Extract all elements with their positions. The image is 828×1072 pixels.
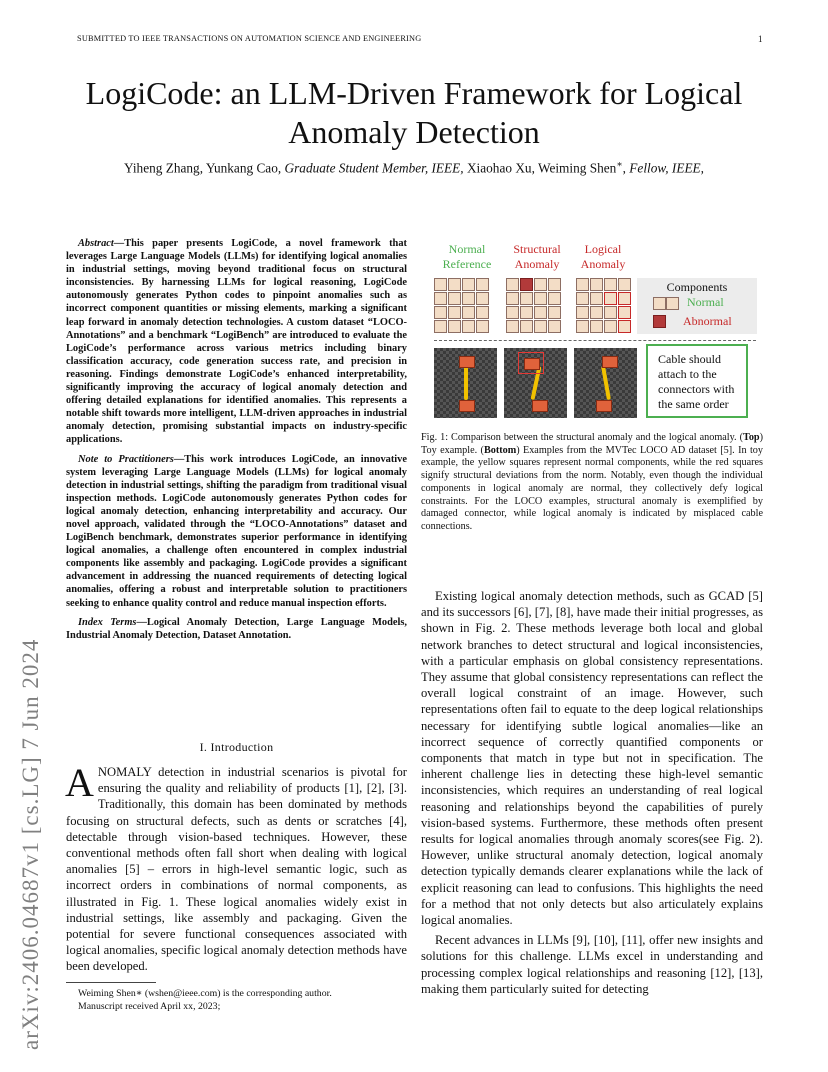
photo-logical [574, 348, 637, 418]
caption-bold-bottom: Bottom [483, 444, 517, 456]
abstract-block [66, 237, 407, 648]
component-square [548, 278, 561, 291]
figure-divider [434, 340, 756, 341]
legend-abnormal-label: Abnormal [683, 314, 732, 328]
intro-lead: NOMALY [97, 765, 152, 779]
arxiv-stamp: arXiv:2406.04687v1 [cs.LG] 7 Jun 2024 [18, 638, 43, 1050]
component-square [618, 306, 631, 319]
section-heading: I. Introduction [199, 740, 274, 754]
component-square [520, 278, 533, 291]
footnote-rule [66, 982, 156, 983]
component-square [576, 292, 589, 305]
connector-top [602, 356, 618, 368]
component-square [434, 278, 447, 291]
component-square [604, 278, 617, 291]
caption-text: Comparison between the structural anomaly and the logical anomaly. ( [451, 432, 743, 443]
photo-normal [434, 348, 497, 418]
component-square [434, 320, 447, 333]
abstract-text: —This paper presents LogiCode, a novel framework that leverages Large Language Models (LLMs) for identifying logical anomalies in industrial settings, moving beyond traditional focus on structural inconsistencies. By harnessing LLMs for logical reasoning, LogiCode autonomously generates Python codes to pinpoint anomalies such as incorrect component quantities or missing elements, marking a significant leap forward in anomaly detection technologies. A custom dataset “LOCO-Annotations” and a benchmark “LogiBench” are introduced to evaluate the LogiCode’s performance across various metrics including binary classification accuracy, code generation success rate, and precision in reasoning. Findings demonstrate LogiCode’s enhanced interpretability, significantly improving the accuracy of logical anomaly detection and offering detailed explanations for identified anomalies. This represents a notable shift towards more intelligent, LLM-driven approaches in industrial anomaly detection, promising substantial impacts on industry-specific applications. [66, 238, 407, 446]
component-square [590, 306, 603, 319]
legend-normal-label: Normal [687, 295, 724, 309]
paper-title: LogiCode: an LLM-Driven Framework for Logical Anomaly Detection [85, 75, 743, 150]
component-square [548, 320, 561, 333]
cable [601, 366, 611, 400]
legend-normal-swatch [666, 297, 679, 310]
label-normal-reference: Normal Reference [442, 242, 492, 271]
component-square [434, 292, 447, 305]
label-structural-anomaly: Structural Anomaly [513, 242, 561, 271]
component-square [576, 306, 589, 319]
authors-comma: , [622, 160, 630, 176]
component-square [548, 292, 561, 305]
component-square [576, 320, 589, 333]
component-square [590, 320, 603, 333]
legend-title: Components [666, 280, 728, 294]
author-list [60, 159, 768, 176]
legend-normal-swatch [653, 297, 666, 310]
component-square [534, 292, 547, 305]
caption-text: ) Toy example. ( [421, 432, 763, 456]
label-logical-anomaly: Logical Anomaly [580, 242, 626, 271]
page-number: 1 [758, 34, 763, 44]
footnote-line-2: Manuscript received April xx, 2023; [78, 1000, 221, 1012]
component-square [476, 306, 489, 319]
component-square [618, 320, 631, 333]
component-square [506, 320, 519, 333]
intro-text: detection in industrial scenarios is pivotal for ensuring the quality and reliability of products [1], [2], [3]. Traditionally, this domain has been dominated by methods focusing on structural defects, such as dents or scratches [4], detectable through vision-based techniques. However, these conventional methods often fall short when dealing with logical anomalies [5] – errors in high-level semantic logic, such as incorrect orders in combinations of normal components, as illustrated in Fig. 1. These logical anomalies widely exist in industrial settings, like assembly and packaging. Given the potential for severe functional consequences associated with logical anomalies, specific logical anomaly detection methods have been developed. [66, 765, 407, 974]
intro-paragraph [65, 760, 407, 975]
component-square [534, 320, 547, 333]
component-square [534, 306, 547, 319]
abstract [66, 237, 407, 447]
component-square [476, 278, 489, 291]
photo-structural [504, 348, 567, 418]
connector-bottom [459, 400, 475, 412]
caption-label: Fig. 1: [421, 432, 452, 443]
authors-part-2: Xiaohao Xu, Weiming Shen [463, 160, 617, 176]
right-column-body [421, 588, 763, 1001]
component-square [476, 292, 489, 305]
note-to-practitioners [66, 453, 407, 610]
component-square [520, 306, 533, 319]
component-square [604, 306, 617, 319]
body-paragraph: Existing logical anomaly detection methods, such as GCAD [5] and its successors [6], [7], [8], have made their initial progresses, as shown in Fig. 2. These methods leverage both local and global network branches to detect structural and logical inconsistencies, with a particular emphasis on global consistency representations. They assume that global consistency representations can reflect the overall logical constraint of an image. However, such representations often fail to equate to the deep logical relationships necessary for identifying subtle logical anomalies—like an incorrect sequence of correctly quantified components or components that match in type but not in specification. The inherent challenge lies in detecting these high-level semantic inconsistencies, which requires an understanding of real logical reasoning and relationships beyond the capabilities of purely vision-based systems. Furthermore, these methods often present results for logical anomalies through anomaly scores(see Fig. 2). However, unlike structural anomaly detection, logical anomaly detection typically demands clearer explanations while the lack of explicit reasoning can lead to confusions. This highlights the need for a method that not only detects but also articulately explains logical anomalies. [421, 589, 763, 928]
legend-abnormal-swatch [653, 315, 666, 328]
component-square [434, 306, 447, 319]
connector-bottom [532, 400, 548, 412]
drop-cap: A [65, 760, 94, 805]
component-square [448, 292, 461, 305]
component-square [618, 278, 631, 291]
component-square [462, 306, 475, 319]
footnote-line-1: Weiming Shen∗ (wshen@ieee.com) is the corresponding author. [78, 988, 332, 999]
component-square [448, 306, 461, 319]
author-role-2: Fellow, IEEE, [629, 160, 705, 176]
component-square [548, 306, 561, 319]
component-square [520, 292, 533, 305]
connector-bottom [596, 400, 612, 412]
cable [464, 366, 468, 400]
component-square [462, 278, 475, 291]
corresponding-mark: ∗ [616, 160, 623, 170]
abstract-label: Abstract [78, 238, 114, 249]
component-square [618, 292, 631, 305]
index-terms-label: Index Terms [78, 616, 137, 628]
component-square [604, 320, 617, 333]
caption-bold-top: Top [742, 432, 760, 443]
author-role-1: Graduate Student Member, IEEE, [284, 160, 464, 176]
component-square [576, 278, 589, 291]
running-header: SUBMITTED TO IEEE TRANSACTIONS ON AUTOMATION SCIENCE AND ENGINEERING [77, 34, 422, 43]
component-square [506, 292, 519, 305]
components-legend [637, 278, 757, 334]
caption-text: ) Examples from the MVTec LOCO AD dataset [5]. In toy example, the yellow squares represent normal components, while the red squares signify structural deviations from the norm. Notably, even though the individual components in logical anomaly are normal, they collectively defy logical constraints. For the LOCO examples, structural anomaly is exemplified by damaged connector, while logical anomaly is indicated by misplaced cable connections. [421, 444, 763, 532]
figure-1 [430, 240, 760, 426]
component-square [506, 278, 519, 291]
connector-top [459, 356, 475, 368]
note-label: Note to Practitioners [78, 453, 174, 465]
component-square [462, 292, 475, 305]
component-square [448, 320, 461, 333]
component-square [506, 306, 519, 319]
component-square [462, 320, 475, 333]
component-square [590, 278, 603, 291]
component-square [448, 278, 461, 291]
defect-box [518, 352, 544, 374]
index-terms [66, 616, 407, 642]
component-square [520, 320, 533, 333]
component-square [590, 292, 603, 305]
component-square [534, 278, 547, 291]
note-text: —This work introduces LogiCode, an innovative system leveraging Large Language Models (LLMs) for logical anomaly detection in industrial settings, shifting the paradigm from traditional visual inspection methods. LogiCode autonomously generates Python codes for logical anomaly detection, enhancing interpretability and accuracy. Our novel approach, validated through the “LOCO-Annotations” dataset and LogiBench benchmark, demonstrates superior performance in identifying logical anomalies, a challenge often encountered in complex industrial components like assembly and packaging. LogiCode provides a significant advancement in addressing the nuanced requirements of detecting logical anomalies, offering a robust and interpretable solution to practitioners seeking to enhance quality control and reduce manual inspection efforts. [66, 453, 407, 609]
footnote [66, 988, 407, 1013]
authors-part-1: Yiheng Zhang, Yunkang Cao, [123, 160, 285, 176]
index-terms-text: —Logical Anomaly Detection, Large Language Models, Industrial Anomaly Detection, Dataset Annotation. [66, 616, 407, 641]
cable-rule-note: Cable should attach to the connectors with the same order [646, 344, 748, 418]
body-paragraph: Recent advances in LLMs [9], [10], [11], offer new insights and solutions for this challenge. LLMs excel in understanding and processing complex logical relationships and reasoning [12], [13], making them particularly suited for detecting [421, 933, 763, 996]
component-square [604, 292, 617, 305]
figure-caption [421, 432, 763, 534]
component-square [476, 320, 489, 333]
